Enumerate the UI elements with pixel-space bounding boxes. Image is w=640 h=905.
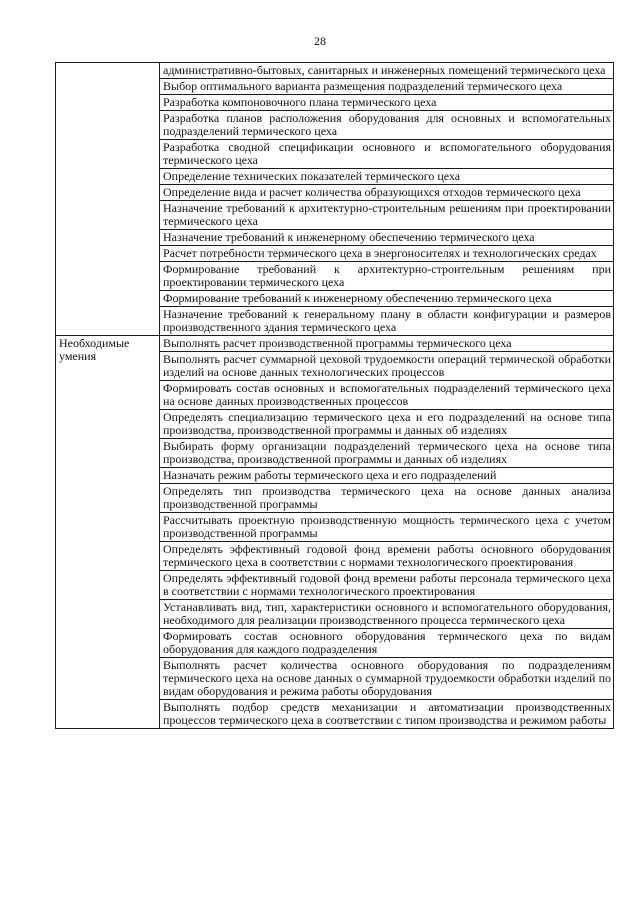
requirement-item: Определять специализацию термического цеха и его подразделений на основе типа производства, производственной программы и данных об изделиях: [160, 410, 614, 439]
table-row: [56, 336, 614, 352]
requirement-item: Определение вида и расчет количества образующихся отходов термического цеха: [160, 185, 614, 201]
page-number: 28: [314, 34, 326, 48]
requirement-item: Выполнять расчет количества основного оборудования по подразделениям термического цеха на основе данных о суммарной трудоемкости обработки изделий по видам оборудования и режима работы оборудования: [160, 658, 614, 700]
requirement-item: Устанавливать вид, тип, характеристики основного и вспомогательного оборудования, необходимого для реализации производственного процесса термического цеха: [160, 600, 614, 629]
requirement-item: Выполнять расчет производственной программы термического цеха: [160, 336, 614, 352]
requirement-item: Назначение требований к инженерному обеспечению термического цеха: [160, 230, 614, 246]
requirement-item: Выбирать форму организации подразделений термического цеха на основе типа производства, производственной программы и данных об изделиях: [160, 439, 614, 468]
requirement-item: Формирование требований к инженерному обеспечению термического цеха: [160, 291, 614, 307]
requirement-item: административно-бытовых, санитарных и инженерных помещений термического цеха: [160, 63, 614, 79]
requirement-item: Определять эффективный годовой фонд времени работы основного оборудования термического цеха в соответствии с нормами технологического проектирования: [160, 542, 614, 571]
requirement-item: Выбор оптимального варианта размещения подразделений термического цеха: [160, 79, 614, 95]
requirement-item: Назначение требований к генеральному плану в области конфигурации и размеров производственного здания термического цеха: [160, 307, 614, 336]
requirement-item: Формировать состав основных и вспомогательных подразделений термического цеха на основе данных производственных процессов: [160, 381, 614, 410]
section-label: [56, 63, 160, 336]
requirement-item: Назначение требований к архитектурно-строительным решениям при проектировании термического цеха: [160, 201, 614, 230]
section-label: Необходимые умения: [56, 336, 160, 729]
requirement-item: Разработка компоновочного плана термического цеха: [160, 95, 614, 111]
requirement-item: Формировать состав основного оборудования термического цеха по видам оборудования для каждого подразделения: [160, 629, 614, 658]
requirement-item: Разработка планов расположения оборудования для основных и вспомогательных подразделений термического цеха: [160, 111, 614, 140]
requirement-item: Назначать режим работы термического цеха и его подразделений: [160, 468, 614, 484]
requirement-item: Формирование требований к архитектурно-строительным решениям при проектировании термического цеха: [160, 262, 614, 291]
requirement-item: Выполнять подбор средств механизации и автоматизации производственных процессов термического цеха в соответствии с типом производства и режимом работы: [160, 700, 614, 729]
table-row: [56, 63, 614, 79]
requirements-table: [55, 62, 614, 729]
requirement-item: Определять эффективный годовой фонд времени работы персонала термического цеха в соответствии с нормами технологического проектирования: [160, 571, 614, 600]
requirement-item: Расчет потребности термического цеха в энергоносителях и технологических средах: [160, 246, 614, 262]
requirement-item: Определение технических показателей термического цеха: [160, 169, 614, 185]
requirement-item: Разработка сводной спецификации основного и вспомогательного оборудования термического цеха: [160, 140, 614, 169]
requirement-item: Выполнять расчет суммарной цеховой трудоемкости операций термической обработки изделий на основе данных технологических процессов: [160, 352, 614, 381]
requirement-item: Определять тип производства термического цеха на основе данных анализа производственной программы: [160, 484, 614, 513]
requirement-item: Рассчитывать проектную производственную мощность термического цеха с учетом производственной программы: [160, 513, 614, 542]
table-body: [56, 63, 614, 729]
